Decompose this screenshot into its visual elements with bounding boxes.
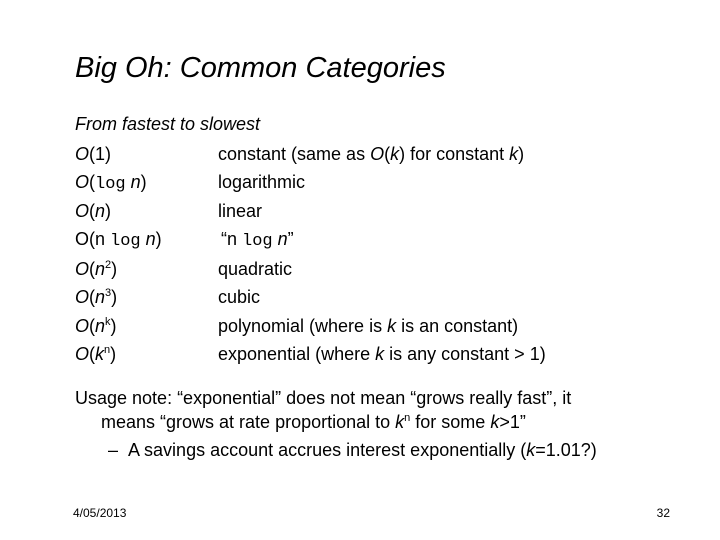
notation: O(1) xyxy=(75,144,112,164)
description: cubic xyxy=(218,287,261,307)
usage-subnote: – A savings account accrues interest exponentially (k=1.01?) xyxy=(108,440,597,460)
notation: $O(k^n)$ xyxy=(75,344,117,364)
notation: O(n log n) xyxy=(75,229,162,251)
footer-date: 4/05/2013 xyxy=(73,506,127,520)
page-number: 32 xyxy=(656,506,670,520)
description: polynomial (where is k is an constant) xyxy=(218,316,519,336)
notation: $O(n^3)$ xyxy=(75,287,118,307)
description: logarithmic xyxy=(218,172,306,192)
description: “n log n” xyxy=(221,229,294,251)
slide-subtitle: From fastest to slowest xyxy=(75,114,261,134)
notation: $O(n^2)$ xyxy=(75,259,118,279)
usage-note-line2: means “grows at rate proportional to $k^n$ for some k>1” xyxy=(101,412,526,432)
usage-note xyxy=(75,386,675,434)
dash-bullet: – xyxy=(108,440,119,460)
slide-title: Big Oh: Common Categories xyxy=(75,52,446,84)
description: exponential (where k is any constant > 1) xyxy=(218,344,546,364)
description: constant (same as O(k) for constant k) xyxy=(218,144,525,164)
notation: O(n) xyxy=(75,201,112,221)
description: quadratic xyxy=(218,259,293,279)
usage-note-line1: Usage note: “exponential” does not mean “grows really fast”, it xyxy=(75,388,572,408)
notation: $O(n^k)$ xyxy=(75,316,117,336)
notation: O(log n) xyxy=(75,172,147,194)
description: linear xyxy=(218,201,263,221)
